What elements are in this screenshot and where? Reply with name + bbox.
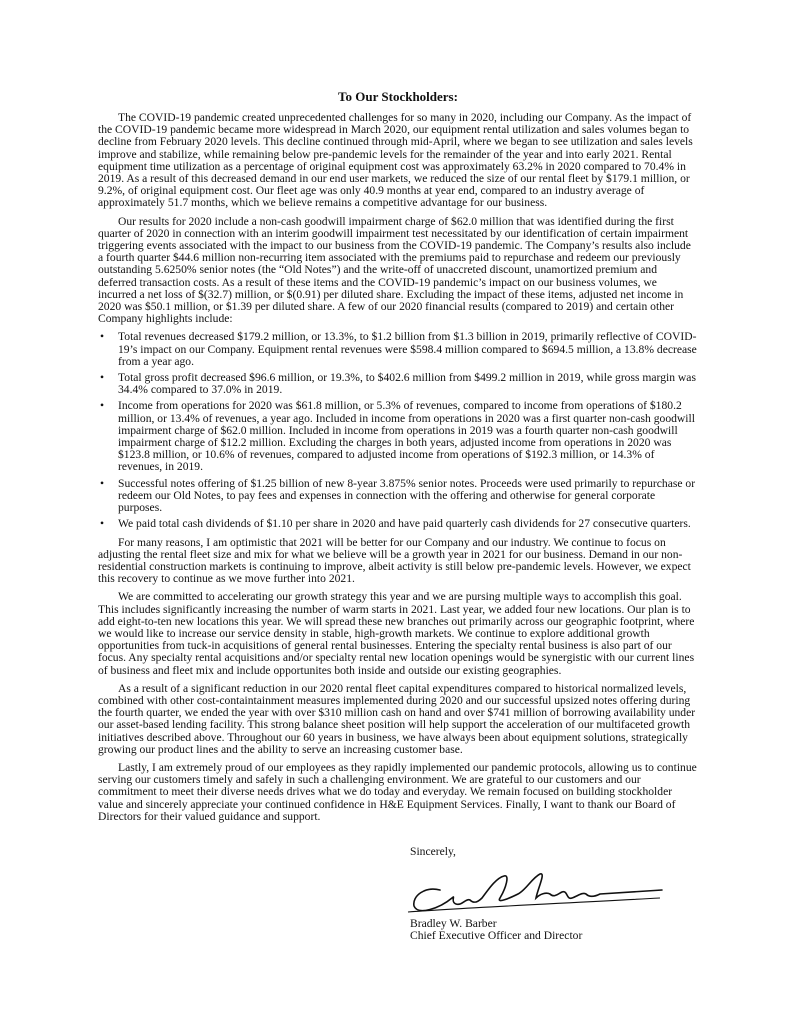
paragraph: Our results for 2020 include a non-cash goodwill impairment charge of $62.0 million that was identified during the first quarter of 2020 in connection with an interim goodwill impairment test necessitated by our identification of certain impairment triggering events associated with the impact to our business from the COVID-19 pandemic. The Company’s results also include a fourth quarter $44.6 million non-recurring item associated with the premiums paid to repurchase and redeem our previously outstanding 5.6250% senior notes (the “Old Notes”) and the write-off of unaccreted discount, unamortized premium and deferred transaction costs. As a result of these items and the COVID-19 pandemic’s impact on our business volumes, we incurred a net loss of $(32.7) million, or $(0.91) per diluted share. Excluding the impact of these items, adjusted net income in 2020 was $50.1 million, or $1.39 per diluted share. A few of our 2020 financial results (compared to 2019) and certain other Company highlights include: <box>98 214 691 326</box>
closing: Sincerely, <box>410 845 456 858</box>
signer-name: Bradley W. Barber <box>410 917 497 930</box>
letter-body <box>98 90 698 829</box>
paragraph: For many reasons, I am optimistic that 2021 will be better for our Company and our industry. We continue to focus on adjusting the rental fleet size and mix for what we believe will be a growth year in 2021 for our business. Demand in our non-residential construction markets is continuing to improve, albeit activity is still below pre-pandemic levels. However, we expect this recovery to continue as we move further into 2021. <box>98 535 691 586</box>
list-item <box>98 478 698 515</box>
list-item <box>98 331 698 368</box>
paragraph: Lastly, I am extremely proud of our employees as they rapidly implemented our pandemic protocols, allowing us to continue serving our customers timely and safely in such a challenging environment. We are grateful to our customers and our commitment to meet their diverse needs drives what we do today and everyday. We remain focused on building stockholder value and sincerely appreciate your continued confidence in H&E Equipment Services. Finally, I want to thank our Board of Directors for their valued guidance and support. <box>98 760 697 823</box>
list-item-text: Total gross profit decreased $96.6 million, or 19.3%, to $402.6 million from $499.2 million in 2019, while gross margin was 34.4% compared to 37.0% in 2019. <box>118 371 696 397</box>
bullet-icon: • <box>100 330 105 344</box>
list-item-text: Total revenues decreased $179.2 million, or 13.3%, to $1.2 billion from $1.3 billion in 2019, primarily reflective of COVID-19’s impact on our Company. Equipment rental revenues were $598.4 million compared to $694.5 million, a 13.8% decrease from a year ago. <box>118 330 697 368</box>
list-item-text: Successful notes offering of $1.25 billion of new 8-year 3.875% senior notes. Proceeds were used primarily to repurchase or redeem our Old Notes, to pay fees and expenses in connection with the offering and otherwise for general corporate purposes. <box>118 476 696 515</box>
bullet-icon: • <box>100 517 105 531</box>
paragraph: We are committed to accelerating our growth strategy this year and we are pursing multiple ways to accomplish this goal. This includes significantly increasing the number of warm starts in 2021. Last year, we added four new locations. Our plan is to add eight-to-ten new locations this year. We will spread these new branches out primarily across our geographic footprint, where we would like to increase our service density in stable, high-growth markets. We continue to explore additional growth opportunities from tuck-in acquisitions of general rental businesses. Entering the specialty rental business is also part of our focus. Any specialty rental acquisitions and/or specialty rental new location openings would be synergistic with our current lines of business and fleet mix and include opportunites both inside and outside our existing geographies. <box>98 590 695 677</box>
signature-image <box>400 868 670 918</box>
list-item <box>98 372 698 396</box>
bullet-icon: • <box>100 476 105 490</box>
highlights-list <box>98 331 698 530</box>
bullet-icon: • <box>100 371 105 385</box>
letter-title: To Our Stockholders: <box>338 89 458 104</box>
bullet-icon: • <box>100 399 105 413</box>
paragraph: As a result of a significant reduction in our 2020 rental fleet capital expenditures compared to historical normalized levels, combined with other cost-containtainment measures implemented during 2020 and our successful upsized notes offering during the fourth quarter, we ended the year with over $310 million cash on hand and over $741 million of borrowing availability under our asset-based lending facility. This strong balance sheet position will help support the acceleration of our multifaceted growth initiatives described above. Throughout our 60 years in business, we have always been about equipment solutions, strategically growing our product lines and the ability to serve an increasing customer base. <box>98 681 696 756</box>
list-item-text: Income from operations for 2020 was $61.8 million, or 5.3% of revenues, compared to income from operations of $180.2 million, or 13.4% of revenues, a year ago. Included in income from operations in 2020 was a first quarter non-cash goodwill impairment charge of $62.0 million. Included in income from operations in 2019 was a fourth quarter non-cash goodwill impairment charge of $12.2 million. Excluding the charges in both years, adjusted income from operations in 2020 was $123.8 million, or 10.6% of revenues, compared to adjusted income from operations of $192.3 million, or 14.3% of revenues, in 2019. <box>118 399 695 474</box>
list-item-text: We paid total cash dividends of $1.10 per share in 2020 and have paid quarterly cash dividends for 27 consecutive quarters. <box>118 517 691 531</box>
paragraph: The COVID-19 pandemic created unprecedented challenges for so many in 2020, including our Company. As the impact of the COVID-19 pandemic became more widespread in March 2020, our equipment rental utilization and sales volumes began to decline from February 2020 levels. This decline continued through mid-April, where we began to see utilization and sales levels improve and stabilize, while remaining below pre-pandemic levels for the remainder of the year and into early 2021. Rental equipment time utilization as a percentage of original equipment cost was approximately 63.2% in 2020 compared to 70.4% in 2019. As a result of this decreased demand in our end user markets, we reduced the size of our rental fleet by $179.1 million, or 9.2%, of original equipment cost. Our fleet age was only 40.9 months at year end, compared to an industry average of approximately 51.7 months, which we believe remains a competitive advantage for our business. <box>98 111 693 210</box>
list-item <box>98 518 698 530</box>
signer-block <box>410 918 582 942</box>
signer-title: Chief Executive Officer and Director <box>410 929 583 943</box>
list-item <box>98 400 698 473</box>
